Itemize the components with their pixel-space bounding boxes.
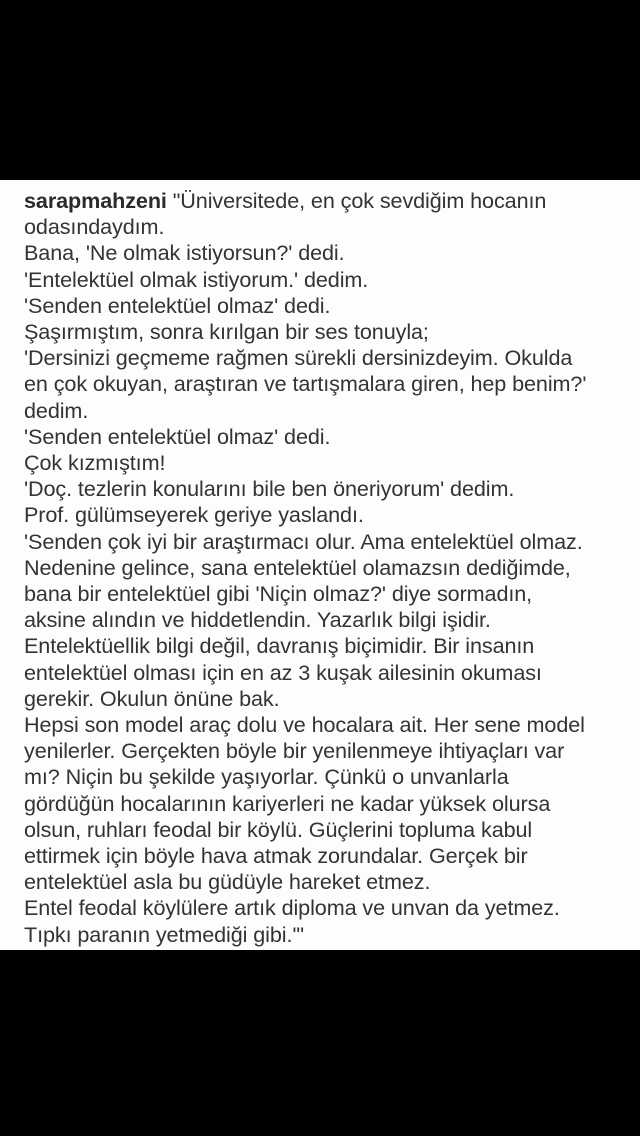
caption-line: en çok okuyan, araştıran ve tartışmalara giren, hep benim?' [24, 371, 587, 397]
caption-line: 'Doç. tezlerin konularını bile ben öneriyorum' dedim. [24, 476, 515, 502]
caption-line: Hepsi son model araç dolu ve hocalara ait. Her sene model [24, 712, 585, 738]
caption-line: 'Senden entelektüel olmaz' dedi. [24, 423, 331, 449]
caption-line: gerekir. Okulun önüne bak. [24, 685, 280, 711]
caption-line: Entel feodal köylülere artık diploma ve unvan da yetmez. [24, 895, 560, 921]
caption-line [24, 188, 624, 214]
letterbox-top-bar [0, 0, 640, 180]
caption-line: dedim. [24, 397, 89, 423]
caption-text-start: "Üniversitede, en çok sevdiğim hocanın [172, 188, 547, 213]
caption-line: Şaşırmıştım, sonra kırılgan bir ses tonuyla; [24, 319, 429, 345]
caption-line: mı? Niçin bu şekilde yaşıyorlar. Çünkü o unvanlarla [24, 764, 509, 790]
caption-line: yenilerler. Gerçekten böyle bir yenilenmeye ihtiyaçları var [24, 738, 565, 764]
caption-line: 'Entelektüel olmak istiyorum.' dedim. [24, 266, 369, 292]
caption-line: 'Dersinizi geçmeme rağmen sürekli dersinizdeyim. Okulda [24, 345, 573, 371]
post-caption [0, 180, 640, 948]
caption-line: 'Senden entelektüel olmaz' dedi. [24, 292, 331, 318]
caption-line: aksine alındın ve hiddetlendin. Yazarlık bilgi işidir. [24, 607, 491, 633]
caption-line: Bana, 'Ne olmak istiyorsun?' dedi. [24, 240, 345, 266]
caption-line: ettirmek için böyle hava atmak zorundalar. Gerçek bir [24, 843, 528, 869]
caption-line: Tıpkı paranın yetmediği gibi.'" [24, 921, 304, 947]
caption-line: Entelektüellik bilgi değil, davranış biçimidir. Bir insanın [24, 633, 535, 659]
caption-lines [24, 214, 624, 948]
letterbox-bottom-bar [0, 950, 640, 1136]
caption-line: Nedenine gelince, sana entelektüel olamazsın dediğimde, [24, 554, 571, 580]
username-link[interactable]: sarapmahzeni [24, 188, 167, 213]
caption-line: gördüğün hocalarının kariyerleri ne kadar yüksek olursa [24, 790, 551, 816]
caption-line: entelektüel asla bu güdüyle hareket etmez. [24, 869, 431, 895]
caption-line: bana bir entelektüel gibi 'Niçin olmaz?' diye sormadın, [24, 581, 533, 607]
caption-line: 'Senden çok iyi bir araştırmacı olur. Ama entelektüel olmaz. [24, 528, 583, 554]
caption-line: Çok kızmıştım! [24, 450, 166, 476]
caption-line: Prof. gülümseyerek geriye yaslandı. [24, 502, 364, 528]
caption-line: odasındaydım. [24, 214, 165, 240]
caption-line: entelektüel olması için en az 3 kuşak ailesinin okuması [24, 659, 542, 685]
caption-line: olsun, ruhları feodal bir köylü. Güçlerini topluma kabul [24, 816, 533, 842]
